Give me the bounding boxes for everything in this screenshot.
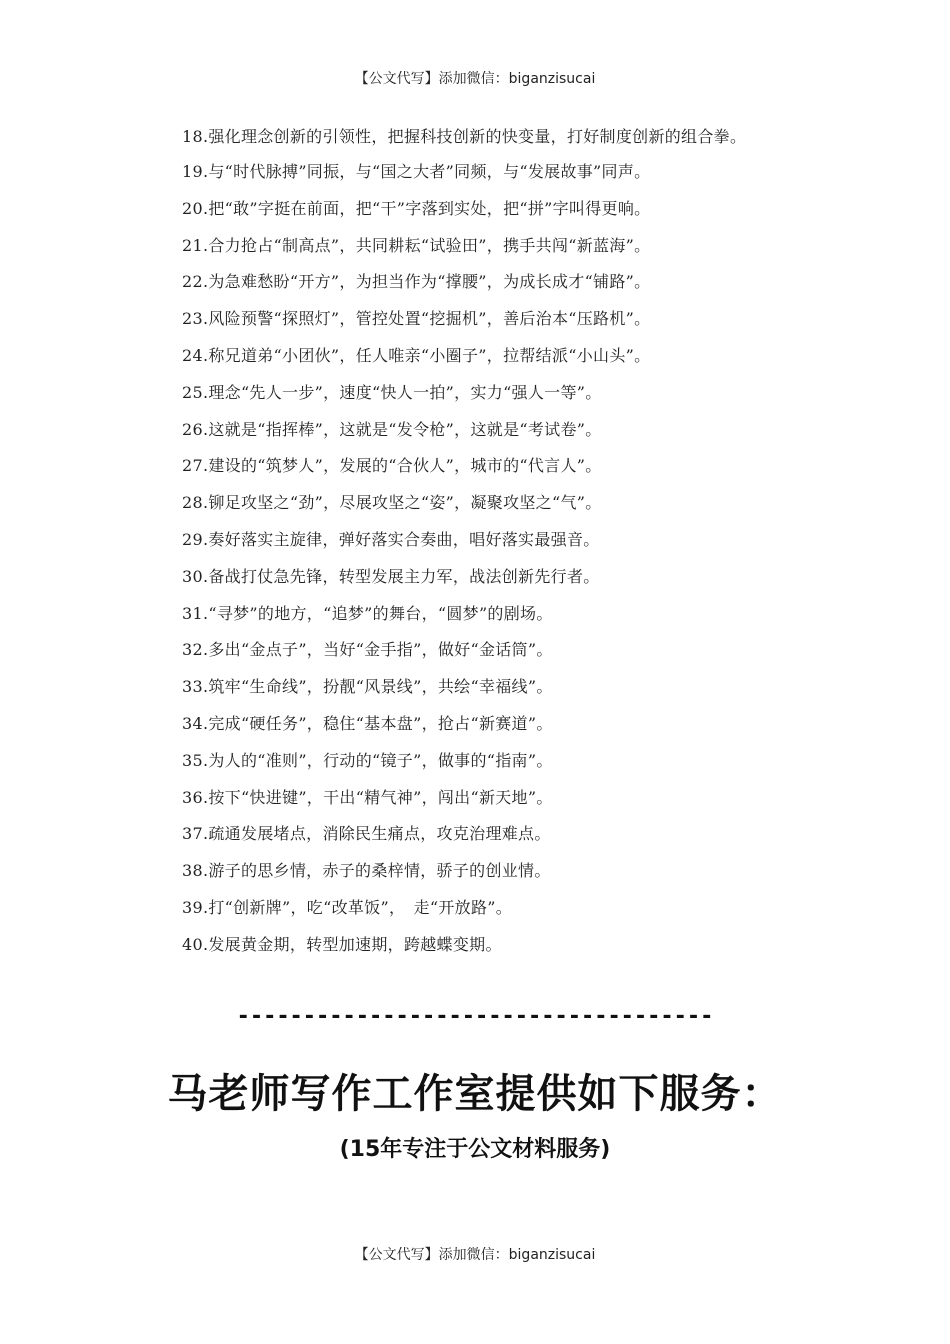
list-item: 32.多出“金点子”，当好“金手指”，做好“金话筒”。: [182, 640, 553, 660]
list-item: 24.称兄道弟“小团伙”，任人唯亲“小圈子”，拉帮结派“小山头”。: [182, 345, 651, 365]
list-item: 34.完成“硬任务”，稳住“基本盘”，抢占“新赛道”。: [182, 713, 553, 733]
list-item: 38.游子的思乡情，赤子的桑梓情，骄子的创业情。: [182, 861, 551, 881]
list-item: 28.铆足攻坚之“劲”，尽展攻坚之“姿”，凝聚攻坚之“气”。: [182, 493, 602, 513]
list-item: 19.与“时代脉搏”同振，与“国之大者”同频，与“发展故事”同声。: [182, 162, 651, 181]
list-item: 20.把“敢”字挺在前面，把“干”字落到实处，把“拼”字叫得更响。: [182, 198, 651, 218]
list-item: 36.按下“快进键”，干出“精气神”，闯出“新天地”。: [182, 787, 553, 807]
slogan-list: [144, 124, 814, 969]
promo-subtitle: (15年专注于公文材料服务): [339, 1137, 611, 1162]
list-item: 30.备战打仗急先锋，转型发展主力军，战法创新先行者。: [182, 566, 600, 586]
list-item: 40.发展黄金期，转型加速期，跨越蝶变期。: [182, 934, 502, 954]
list-item: 29.奏好落实主旋律，弹好落实合奏曲，唱好落实最强音。: [182, 529, 600, 549]
list-item: 23.风险预警“探照灯”，管控处置“挖掘机”，善后治本“压路机”。: [182, 309, 651, 329]
list-item: 35.为人的“准则”，行动的“镜子”，做事的“指南”。: [182, 750, 553, 770]
list-item: 21.合力抢占“制高点”，共同耕耘“试验田”，携手共闯“新蓝海”。: [182, 235, 651, 255]
page-footer: 【公文代写】添加微信：biganzisucai: [354, 1247, 596, 1263]
list-item: 18.强化理念创新的引领性，把握科技创新的快变量，打好制度创新的组合拳。: [182, 127, 747, 146]
list-item: 39.打“创新牌”，吃“改革饭”， 走“开放路”。: [182, 897, 513, 917]
list-item: 33.筑牢“生命线”，扮靓“风景线”，共绘“幸福线”。: [182, 677, 553, 697]
list-item: 27.建设的“筑梦人”，发展的“合伙人”，城市的“代言人”。: [182, 456, 602, 476]
section-divider: ------------------------------------: [236, 1004, 714, 1029]
list-item: 25.理念“先人一步”，速度“快人一拍”，实力“强人一等”。: [182, 382, 602, 402]
list-item: 22.为急难愁盼“开方”，为担当作为“撑腰”，为成长成才“铺路”。: [182, 272, 651, 292]
page-header: 【公文代写】添加微信：biganzisucai: [354, 71, 596, 87]
list-item: 37.疏通发展堵点，消除民生痛点，攻克治理难点。: [182, 824, 551, 844]
promo-title: 马老师写作工作室提供如下服务：: [167, 1071, 783, 1117]
list-item: 31.“寻梦”的地方，“追梦”的舞台，“圆梦”的剧场。: [182, 603, 553, 623]
list-item: 26.这就是“指挥棒”，这就是“发令枪”，这就是“考试卷”。: [182, 419, 602, 439]
